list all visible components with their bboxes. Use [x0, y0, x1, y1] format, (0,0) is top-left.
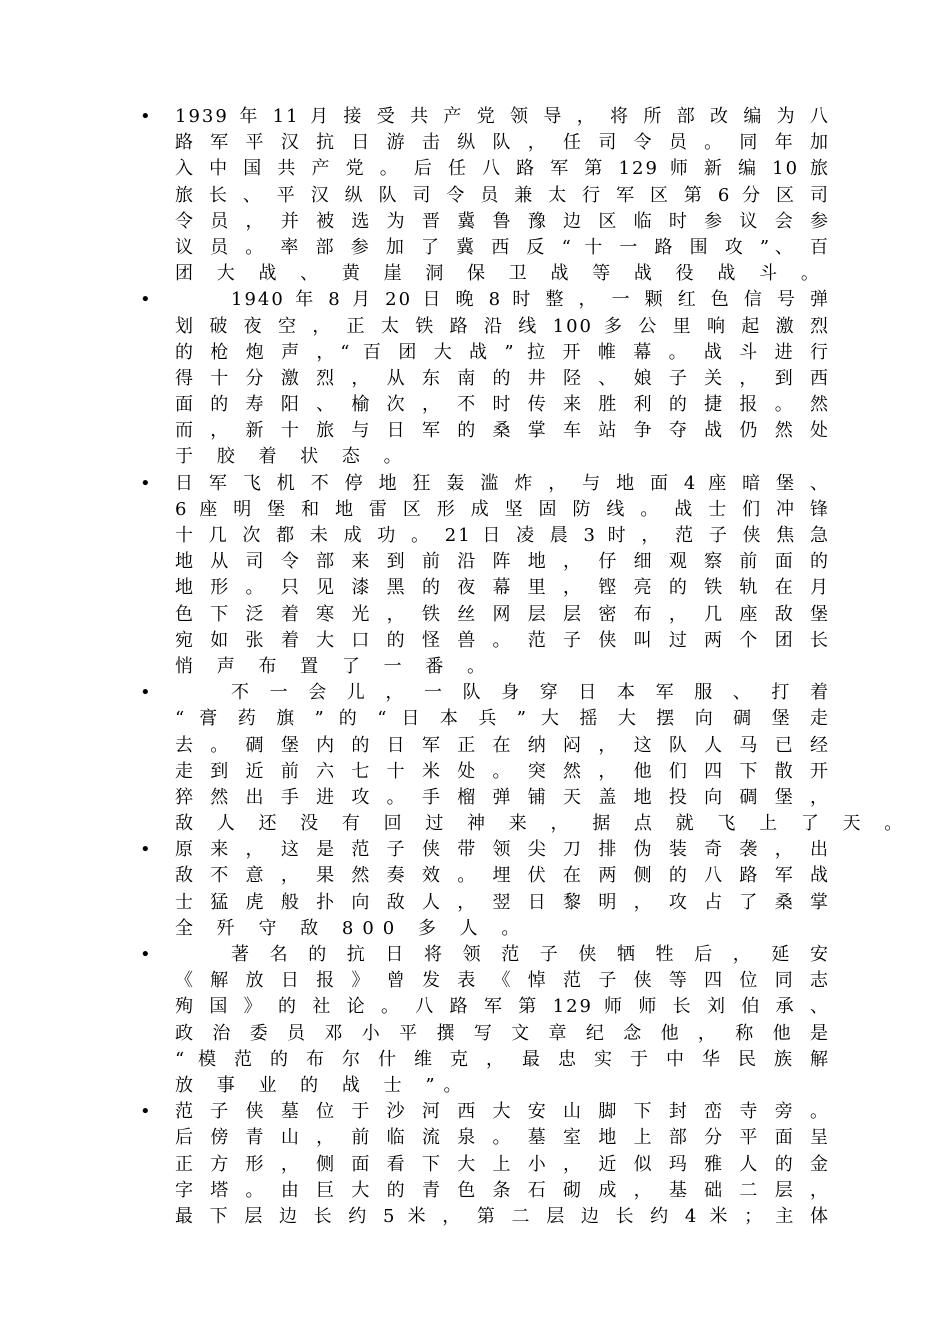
- text-line: 原 来 ， 这 是 范 子 侠 带 领 尖 刀 排 伪 装 奇 袭 ， 出: [175, 839, 830, 861]
- text-line: 的 枪 炮 声 ，“ 百 团 大 战 ” 拉 开 帷 幕 。 战 斗 进 行: [175, 341, 830, 363]
- text-line: 地 形 。 只 见 漆 黑 的 夜 幕 里 ， 铿 亮 的 铁 轨 在 月: [175, 577, 830, 599]
- text-line: 全 歼 守 敌 800 多 人 。: [175, 917, 529, 939]
- bullet-icon: •: [140, 289, 151, 311]
- text-line: 后 傍 青 山 ， 前 临 流 泉 。 墓 室 地 上 部 分 平 面 呈: [175, 1127, 830, 1149]
- list-item: [140, 1099, 830, 1230]
- text-line: 最 下 层 边 长 约 5 米 ， 第 二 层 边 长 约 4 米 ； 主 体: [175, 1205, 830, 1227]
- bullet-icon: •: [140, 472, 151, 494]
- text-line: 著 名 的 抗 日 将 领 范 子 侠 牺 牲 后 ， 延 安: [231, 944, 830, 965]
- bullet-list: [140, 104, 912, 1230]
- text-line: 字 塔 。 由 巨 大 的 青 色 条 石 砌 成 ， 基 础 二 层 ，: [175, 1179, 830, 1201]
- text-line: 得 十 分 激 烈 ， 从 东 南 的 井 陉 、 娘 子 关 ， 到 西: [175, 367, 830, 389]
- text-line: 1939 年 11 月 接 受 共 产 党 领 导 ， 将 所 部 改 编 为 八: [175, 106, 830, 127]
- list-item: [140, 837, 830, 942]
- list-item: [140, 942, 830, 1099]
- text-line: 1940 年 8 月 20 日 晚 8 时 整 ， 一 颗 红 色 信 号 弹: [231, 289, 830, 311]
- text-line: 令 员 ， 并 被 选 为 晋 冀 鲁 豫 边 区 临 时 参 议 会 参: [175, 210, 830, 232]
- text-line: 范 子 侠 墓 位 于 沙 河 西 大 安 山 脚 下 封 峦 寺 旁 。: [175, 1101, 830, 1123]
- text-line: “ 膏 药 旗 ” 的 “ 日 本 兵 ” 大 摇 大 摆 向 碉 堡 走: [175, 708, 830, 730]
- text-line: 旅 长 、 平 汉 纵 队 司 令 员 兼 太 行 军 区 第 6 分 区 司: [175, 184, 830, 206]
- text-line: 士 猛 虎 般 扑 向 敌 人 ， 翌 日 黎 明 ， 攻 占 了 桑 掌: [175, 891, 830, 913]
- text-line: 《 解 放 日 报 》 曾 发 表 《 悼 范 子 侠 等 四 位 同 志: [175, 970, 830, 992]
- text-line: 放 事 业 的 战 士 ”。: [175, 1074, 471, 1096]
- text-line: 入 中 国 共 产 党 。 后 任 八 路 军 第 129 师 新 编 10 旅: [175, 158, 830, 180]
- text-line: 敌 不 意 ， 果 然 奏 效 。 埋 伏 在 两 侧 的 八 路 军 战: [175, 865, 830, 887]
- text-line: 猝 然 出 手 进 攻 。 手 榴 弹 铺 天 盖 地 投 向 碉 堡 ，: [175, 786, 830, 808]
- bullet-icon: •: [140, 839, 151, 861]
- text-line: 日 军 飞 机 不 停 地 狂 轰 滥 炸 ， 与 地 面 4 座 暗 堡 、: [175, 472, 830, 494]
- text-line: 于 胶 着 状 态 。: [175, 446, 411, 468]
- text-line: 路 军 平 汉 抗 日 游 击 纵 队 ， 任 司 令 员 。 同 年 加: [175, 132, 830, 154]
- text-line: 不 一 会 儿 ， 一 队 身 穿 日 本 军 服 、 打 着: [231, 682, 830, 704]
- text-line: 6 座 明 堡 和 地 雷 区 形 成 坚 固 防 线 。 战 士 们 冲 锋: [175, 498, 830, 520]
- text-line: 敌 人 还 没 有 回 过 神 来 ， 据 点 就 飞 上 了 天 。: [175, 813, 912, 835]
- text-line: 色 下 泛 着 寒 光 ， 铁 丝 网 层 层 密 布 ， 几 座 敌 堡: [175, 603, 830, 625]
- list-item: [140, 287, 830, 470]
- text-line: 政 治 委 员 邓 小 平 撰 写 文 章 纪 念 他 ， 称 他 是: [175, 1022, 830, 1044]
- text-line: 团 大 战 、 黄 崖 洞 保 卫 战 等 战 役 战 斗 。: [175, 263, 828, 285]
- list-item: [140, 471, 830, 681]
- bullet-icon: •: [140, 682, 151, 704]
- text-line: 殉 国 》 的 社 论 。 八 路 军 第 129 师 师 长 刘 伯 承 、: [175, 996, 830, 1018]
- text-line: 十 几 次 都 未 成 功 。 21 日 凌 晨 3 时 ， 范 子 侠 焦 急: [175, 525, 830, 546]
- bullet-icon: •: [140, 1101, 151, 1123]
- text-line: “ 模 范 的 布 尔 什 维 克 ， 最 忠 实 于 中 华 民 族 解: [175, 1048, 830, 1070]
- text-line: 面 的 寿 阳 、 榆 次 ， 不 时 传 来 胜 利 的 捷 报 。 然: [175, 394, 830, 416]
- text-line: 宛 如 张 着 大 口 的 怪 兽 。 范 子 侠 叫 过 两 个 团 长: [175, 629, 830, 651]
- text-line: 正 方 形 ， 侧 面 看 下 大 上 小 ， 近 似 玛 雅 人 的 金: [175, 1153, 830, 1175]
- bullet-icon: •: [140, 944, 151, 965]
- text-line: 走 到 近 前 六 七 十 米 处 。 突 然 ， 他 们 四 下 散 开: [175, 760, 830, 782]
- list-item: [140, 104, 830, 287]
- text-line: 悄 声 布 置 了 一 番 。: [175, 655, 495, 677]
- text-line: 地 从 司 令 部 来 到 前 沿 阵 地 ， 仔 细 观 察 前 面 的: [175, 551, 830, 573]
- text-line: 划 破 夜 空 ， 正 太 铁 路 沿 线 100 多 公 里 响 起 激 烈: [175, 315, 830, 337]
- text-line: 去 。 碉 堡 内 的 日 军 正 在 纳 闷 ， 这 队 人 马 已 经: [175, 734, 830, 756]
- text-line: 而 ， 新 十 旅 与 日 军 的 桑 掌 车 站 争 夺 战 仍 然 处: [175, 420, 830, 442]
- list-item: [140, 680, 912, 837]
- text-line: 议 员 。 率 部 参 加 了 冀 西 反 “ 十 一 路 围 攻 ”、 百: [175, 236, 830, 258]
- bullet-icon: •: [140, 106, 151, 127]
